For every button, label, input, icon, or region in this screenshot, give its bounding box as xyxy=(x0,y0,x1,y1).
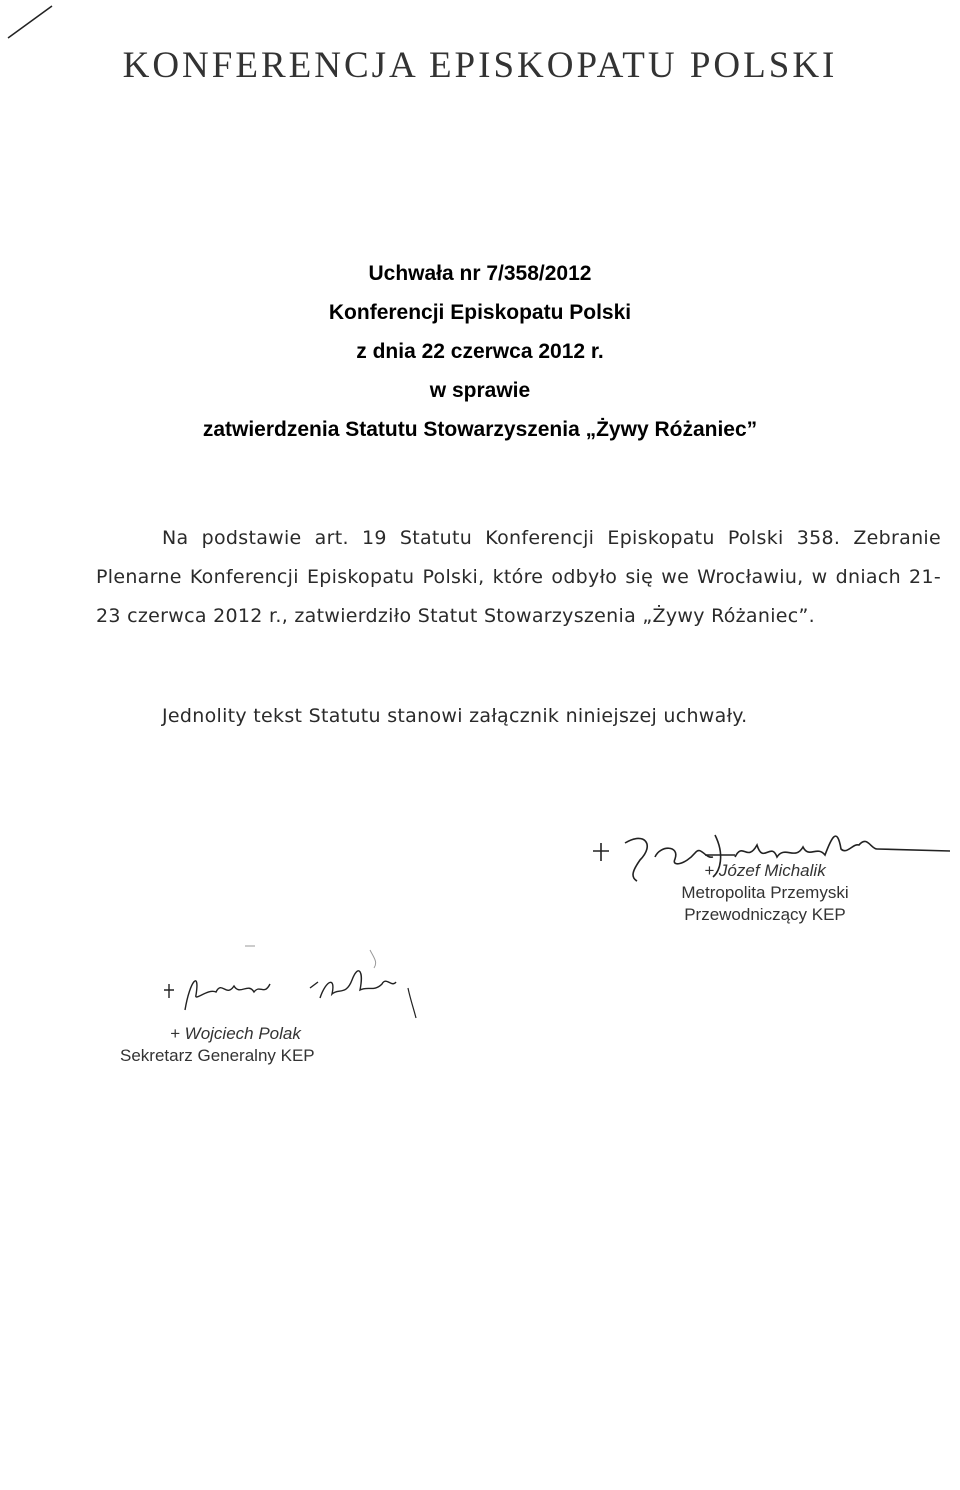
signatory-title: Przewodniczący KEP xyxy=(684,905,846,924)
resolution-date: z dnia 22 czerwca 2012 r. xyxy=(356,340,604,363)
signatory-title: Sekretarz Generalny KEP xyxy=(120,1046,315,1065)
signature-polak xyxy=(160,940,430,1035)
body-paragraph: Na podstawie art. 19 Statutu Konferencji Episkopatu Polski 358. Zebranie Plenarne Konferencji Episkopatu Polski, które odbyło się we Wrocławiu, w dniach 21-23 czerwca 2012 r., zatwierdziło Statut Stowarzyszenia „Żywy Różaniec”. xyxy=(96,527,941,627)
pen-stroke-mark xyxy=(4,2,56,42)
resolution-issuer: Konferencji Episkopatu Polski xyxy=(328,301,632,324)
signature-block-right xyxy=(615,860,915,926)
resolution-title xyxy=(0,254,960,449)
signatory-title: Metropolita Przemyski xyxy=(681,883,849,902)
signature-block-left xyxy=(120,1023,440,1067)
resolution-number: Uchwała nr 7/358/2012 xyxy=(368,262,592,285)
signatory-name: + Wojciech Polak xyxy=(170,1024,301,1043)
letterhead: KONFERENCJA EPISKOPATU POLSKI xyxy=(122,45,838,86)
resolution-regarding: w sprawie xyxy=(429,379,531,402)
signatory-name: + Józef Michalik xyxy=(704,861,826,880)
resolution-subject: zatwierdzenia Statutu Stowarzyszenia „Żywy Różaniec” xyxy=(202,418,758,441)
attachment-note: Jednolity tekst Statutu stanowi załącznik niniejszej uchwały. xyxy=(162,705,748,727)
